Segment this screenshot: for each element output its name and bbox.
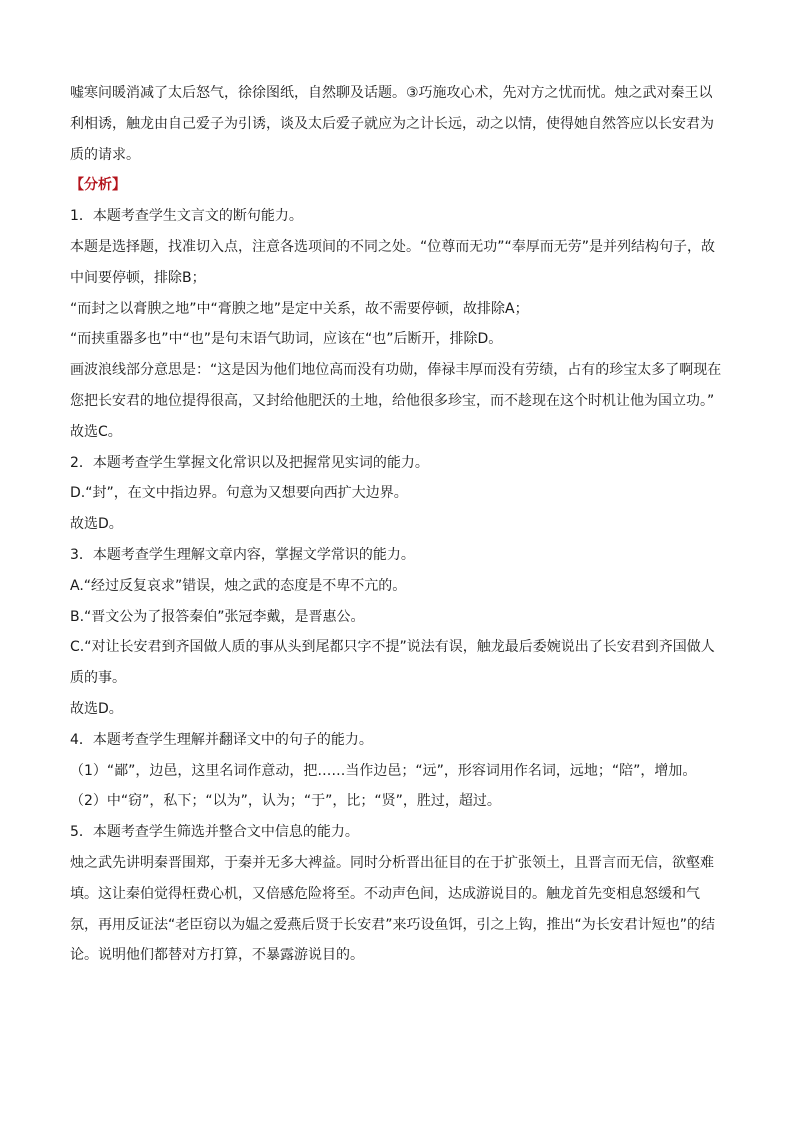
item-4-title: 4．本题考查学生理解并翻译文中的句子的能力。 xyxy=(70,731,373,748)
item-5-title: 5．本题考查学生筛选并整合文中信息的能力。 xyxy=(70,824,359,841)
item-4-part-2: （2）中“窃”，私下；“以为”，认为；“于”，比；“贤”，胜过，超过。 xyxy=(70,793,501,810)
item-2-text: D.“封”，在文中指边界。句意为又想要向西扩大边界。 xyxy=(70,485,408,502)
item-3-option-c: C.“对让长安君到齐国做人质的事从头到尾都只字不提”说法有误，触龙最后委婉说出了长安君到齐国做人质的事。 xyxy=(70,639,715,687)
item-1-text: 本题是选择题，找准切入点，注意各选项间的不同之处。“位尊而无功”“奉厚而无劳”是并列结构句子，故中间要停顿，排除B； xyxy=(70,238,716,286)
item-1-answer: 故选C。 xyxy=(70,423,122,440)
paragraph-continuation: 嘘寒问暖消减了太后怒气，徐徐图纸，自然聊及话题。③巧施攻心术，先对方之忧而忧。烛之武对秦王以利相诱，触龙由自己爱子为引诱，谈及太后爱子就应为之计长远，动之以情，使得她自然答应以长安君为质的请求。 xyxy=(70,85,714,163)
item-3-option-b: B.“晋文公为了报答秦伯”张冠李戴，是晋惠公。 xyxy=(70,608,365,625)
item-3-answer: 故选D。 xyxy=(70,700,123,717)
item-1-option-d-note: “而挟重器多也”中“也”是句末语气助词，应该在“也”后断开，排除D。 xyxy=(70,331,503,348)
item-1-translation: 画波浪线部分意思是：“这是因为他们地位高而没有功勋，俸禄丰厚而没有劳绩，占有的珍宝太多了啊现在您把长安君的地位提得很高，又封给他肥沃的土地，给他很多珍宝，而不趁现在这个时机让他为国立功。” xyxy=(70,362,722,409)
document-body xyxy=(70,78,724,971)
item-2-answer: 故选D。 xyxy=(70,516,123,533)
item-1-option-a-note: “而封之以膏腴之地”中“膏腴之地”是定中关系，故不需要停顿，故排除A； xyxy=(70,300,529,317)
item-2-title: 2．本题考查学生掌握文化常识以及把握常见实词的能力。 xyxy=(70,454,429,471)
analysis-heading: 【分析】 xyxy=(70,177,126,194)
item-3-title: 3．本题考查学生理解文章内容，掌握文学常识的能力。 xyxy=(70,546,415,563)
item-4-part-1: （1）“鄙”，边邑，这里名词作意动，把……当作边邑；“远”，形容词用作名词，远地；“陪”，增加。 xyxy=(70,762,697,779)
item-3-option-a: A.“经过反复哀求”错误，烛之武的态度是不卑不亢的。 xyxy=(70,577,407,594)
item-1-title: 1．本题考查学生文言文的断句能力。 xyxy=(70,208,303,225)
item-5-text: 烛之武先讲明秦晋围郑，于秦并无多大裨益。同时分析晋出征目的在于扩张领土，且晋言而无信，欲壑难填。这让秦伯觉得枉费心机，又倍感危险将至。不动声色间，达成游说目的。触龙首先变相息怒缓和气氛，再用反证法“老臣窃以为媪之爱燕后贤于长安君”来巧设鱼饵，引之上钩，推出“为长安君计短也”的结论。说明他们都替对方打算，不暴露游说目的。 xyxy=(70,854,716,964)
